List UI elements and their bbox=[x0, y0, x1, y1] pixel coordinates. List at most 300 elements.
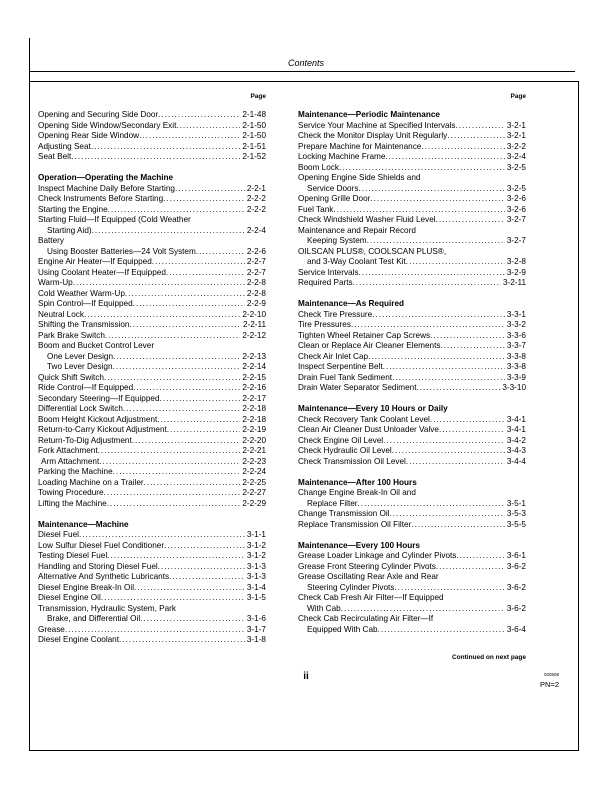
toc-entry-page: 2-2-13 bbox=[242, 351, 266, 361]
toc-entry-title: Secondary Steering—If Equipped bbox=[38, 393, 160, 403]
dot-leader bbox=[436, 562, 505, 573]
toc-entry[interactable] bbox=[298, 341, 526, 352]
toc-entry[interactable] bbox=[298, 373, 526, 384]
toc-entry-page: 2-2-17 bbox=[242, 393, 266, 403]
toc-entry[interactable] bbox=[38, 289, 266, 300]
toc-entry-line[interactable]: Starting Fluid—If Equipped (Cold Weather bbox=[38, 215, 191, 224]
toc-entry[interactable] bbox=[38, 541, 266, 552]
toc-entry-title: Return-to-Carry Kickout Adjustment bbox=[38, 425, 167, 434]
toc-entry[interactable] bbox=[298, 142, 526, 153]
toc-entry-title: Towing Procedure bbox=[38, 488, 104, 497]
toc-entry[interactable] bbox=[38, 625, 266, 636]
toc-entry-page: 2-2-20 bbox=[242, 435, 266, 445]
dot-leader bbox=[406, 257, 505, 268]
toc-entry-page: 3-4-1 bbox=[506, 425, 526, 434]
toc-entry-page: 2-2-11 bbox=[242, 320, 266, 329]
toc-entry[interactable] bbox=[298, 509, 526, 520]
toc-entry-title: Tire Pressures bbox=[298, 320, 351, 329]
toc-entry-page: 2-2-25 bbox=[242, 477, 266, 487]
toc-entry[interactable] bbox=[298, 583, 526, 594]
toc-entry-title: Grease Front Steering Cylinder Pivots bbox=[298, 561, 436, 571]
toc-entry-title: Clean or Replace Air Cleaner Elements bbox=[298, 341, 441, 350]
dot-leader bbox=[158, 110, 240, 121]
toc-entry[interactable] bbox=[38, 467, 266, 478]
toc-entry[interactable] bbox=[38, 247, 266, 258]
toc-entry-page: 3-1-5 bbox=[246, 593, 266, 602]
dot-leader bbox=[113, 467, 241, 478]
toc-entry-page: 3-4-1 bbox=[506, 414, 526, 424]
dot-leader bbox=[129, 320, 240, 331]
toc-entry[interactable] bbox=[38, 488, 266, 499]
toc-entry[interactable] bbox=[298, 236, 526, 247]
toc-entry-line[interactable]: Maintenance and Repair Record bbox=[298, 225, 416, 235]
toc-entry-page: 2-2-9 bbox=[246, 299, 266, 308]
dot-leader bbox=[133, 383, 240, 394]
toc-entry[interactable] bbox=[38, 499, 266, 510]
toc-entry-line[interactable]: Check Cab Fresh Air Filter—If Equipped bbox=[298, 593, 444, 602]
toc-entry[interactable] bbox=[38, 572, 266, 583]
toc-entry-page: 3-1-2 bbox=[246, 551, 266, 560]
dot-leader bbox=[394, 583, 505, 594]
toc-entry-title: Diesel Engine Break-In Oil bbox=[38, 582, 135, 592]
toc-entry-title: Testing Diesel Fuel bbox=[38, 551, 108, 560]
toc-entry-title: Parking the Machine bbox=[38, 467, 113, 476]
dot-leader bbox=[91, 142, 241, 153]
dot-leader bbox=[144, 478, 241, 489]
toc-entry[interactable] bbox=[298, 362, 526, 373]
section-heading: Maintenance—Machine bbox=[38, 519, 129, 529]
dot-leader bbox=[132, 436, 241, 447]
toc-entry[interactable] bbox=[298, 383, 526, 394]
toc-entry[interactable] bbox=[38, 352, 266, 363]
dot-leader bbox=[158, 562, 245, 573]
toc-entry-title: Fuel Tank bbox=[298, 204, 334, 214]
toc-entry-page: 3-2-6 bbox=[506, 204, 526, 214]
toc-entry[interactable] bbox=[298, 625, 526, 636]
toc-entry-title: Locking Machine Frame bbox=[298, 152, 386, 161]
toc-entry-title: Check Transmission Oil Level bbox=[298, 456, 406, 466]
dot-leader bbox=[107, 551, 245, 562]
toc-entry-page: 2-2-15 bbox=[242, 372, 266, 382]
toc-entry[interactable] bbox=[38, 562, 266, 573]
dot-leader bbox=[169, 572, 245, 583]
toc-entry-title: Using Coolant Heater—If Equipped bbox=[38, 267, 166, 277]
toc-entry-page: 2-2-1 bbox=[246, 183, 266, 193]
toc-entry[interactable] bbox=[38, 551, 266, 562]
toc-entry[interactable] bbox=[298, 152, 526, 163]
toc-entry[interactable] bbox=[38, 152, 266, 163]
dot-leader bbox=[358, 184, 504, 195]
toc-entry[interactable] bbox=[38, 425, 266, 436]
section-heading: Operation—Operating the Machine bbox=[38, 173, 174, 182]
toc-entry-page: 3-1-2 bbox=[246, 540, 266, 550]
dot-leader bbox=[372, 310, 505, 321]
toc-entry[interactable] bbox=[298, 562, 526, 573]
toc-entry[interactable] bbox=[298, 131, 526, 142]
dot-leader bbox=[167, 425, 241, 436]
page-title: Contents bbox=[287, 58, 325, 68]
dot-leader bbox=[351, 320, 505, 331]
dot-leader bbox=[358, 499, 505, 510]
toc-entry-title: Brake, and Differential Oil bbox=[47, 614, 141, 623]
toc-entry-page: 2-2-7 bbox=[246, 267, 266, 277]
dot-leader bbox=[160, 394, 241, 405]
toc-entry[interactable] bbox=[298, 446, 526, 457]
toc-entry-page: 2-2-29 bbox=[242, 498, 266, 508]
dot-leader bbox=[163, 194, 245, 205]
toc-entry-title: Drain Water Separator Sediment bbox=[298, 383, 417, 392]
toc-entry-title: One Lever Design bbox=[47, 351, 113, 361]
toc-entry-title: Replace Filter bbox=[307, 498, 358, 508]
toc-entry-page: 3-3-10 bbox=[502, 383, 526, 392]
toc-entry-page: 3-5-1 bbox=[506, 498, 526, 508]
dot-leader bbox=[430, 415, 505, 426]
toc-entry-page: 3-3-1 bbox=[506, 309, 526, 319]
toc-entry[interactable] bbox=[298, 457, 526, 468]
toc-entry-title: Check Hydraulic Oil Level bbox=[298, 446, 392, 455]
toc-entry[interactable] bbox=[298, 425, 526, 436]
section-heading: Maintenance—Every 100 Hours bbox=[298, 540, 420, 550]
dot-leader bbox=[389, 509, 504, 520]
toc-entry-page: 3-2-5 bbox=[506, 183, 526, 193]
toc-entry-page: 2-1-51 bbox=[242, 141, 266, 151]
toc-entry[interactable] bbox=[298, 436, 526, 447]
dot-leader bbox=[133, 299, 245, 310]
toc-entry-title: Shifting the Transmission bbox=[38, 320, 130, 329]
dot-leader bbox=[341, 604, 505, 615]
toc-entry-title: Diesel Fuel bbox=[38, 530, 79, 539]
toc-entry-page: 3-1-7 bbox=[246, 624, 266, 634]
toc-entry[interactable] bbox=[38, 226, 266, 237]
toc-entry[interactable] bbox=[38, 121, 266, 132]
toc-entry[interactable] bbox=[38, 320, 266, 331]
section-heading: Maintenance—Periodic Maintenance bbox=[298, 110, 440, 119]
toc-entry-page: 3-2-5 bbox=[506, 162, 526, 172]
dot-leader bbox=[359, 268, 505, 279]
toc-entry-page: 3-4-4 bbox=[506, 456, 526, 466]
toc-entry-title: Check Instruments Before Starting bbox=[38, 194, 164, 203]
toc-entry-line[interactable]: Opening Engine Side Shields and bbox=[298, 173, 421, 182]
toc-entry[interactable] bbox=[298, 352, 526, 363]
toc-entry-page: 2-1-52 bbox=[242, 152, 266, 161]
dot-leader bbox=[430, 331, 505, 342]
toc-entry-page: 3-2-1 bbox=[506, 120, 526, 130]
dot-leader bbox=[436, 215, 505, 226]
toc-entry[interactable] bbox=[38, 110, 266, 121]
toc-entry[interactable] bbox=[298, 331, 526, 342]
toc-entry-page: 3-5-5 bbox=[506, 519, 526, 529]
toc-entry-page: 2-2-2 bbox=[246, 204, 266, 214]
toc-entry[interactable] bbox=[298, 415, 526, 426]
dot-leader bbox=[370, 194, 505, 205]
toc-entry-title: Change Transmission Oil bbox=[298, 509, 390, 518]
toc-entry-line[interactable]: OILSCAN PLUS®, COOLSCAN PLUS®, bbox=[298, 246, 447, 256]
dot-leader bbox=[79, 530, 245, 541]
toc-entry-page: 2-2-24 bbox=[242, 467, 266, 476]
toc-entry-title: Spin Control—If Equipped bbox=[38, 299, 133, 308]
toc-entry[interactable] bbox=[38, 593, 266, 604]
toc-entry-line[interactable]: Grease Oscillating Rear Axle and Rear bbox=[298, 572, 439, 581]
toc-entry[interactable] bbox=[298, 604, 526, 615]
toc-entry-title: Handling and Storing Diesel Fuel bbox=[38, 561, 158, 571]
toc-entry-title: Lifting the Machine bbox=[38, 498, 107, 508]
toc-entry-page: 2-1-48 bbox=[242, 110, 266, 119]
toc-entry-page: 3-4-3 bbox=[506, 446, 526, 455]
toc-entry-title: Diesel Engine Coolant bbox=[38, 635, 120, 644]
toc-entry-page: 2-2-10 bbox=[242, 309, 266, 319]
toc-entry-title: Quick Shift Switch bbox=[38, 372, 104, 382]
toc-entry-title: Service Intervals bbox=[298, 267, 359, 277]
dot-leader bbox=[421, 142, 505, 153]
toc-entry[interactable] bbox=[38, 362, 266, 373]
toc-entry[interactable] bbox=[298, 551, 526, 562]
toc-entry[interactable] bbox=[38, 404, 266, 415]
dot-leader bbox=[123, 404, 240, 415]
dot-leader bbox=[456, 551, 504, 562]
toc-entry-title: Warm-Up bbox=[38, 278, 73, 287]
dot-leader bbox=[157, 415, 240, 426]
toc-entry[interactable] bbox=[38, 268, 266, 279]
toc-entry-page: 2-2-16 bbox=[242, 383, 266, 392]
toc-entry[interactable] bbox=[298, 205, 526, 216]
dot-leader bbox=[113, 362, 241, 373]
toc-entry[interactable] bbox=[298, 215, 526, 226]
toc-entry-page: 3-2-7 bbox=[506, 236, 526, 245]
toc-entry[interactable] bbox=[38, 299, 266, 310]
dot-leader bbox=[378, 625, 505, 636]
toc-entry[interactable] bbox=[298, 163, 526, 174]
toc-entry-title: Engine Air Heater—If Equipped bbox=[38, 257, 152, 266]
pn-label: PN=2 bbox=[540, 680, 559, 689]
dot-leader bbox=[439, 425, 505, 436]
document-code: 020508 bbox=[543, 672, 559, 677]
dot-leader bbox=[119, 635, 245, 646]
dot-leader bbox=[367, 236, 505, 247]
toc-entry-title: Prepare Machine for Maintenance bbox=[298, 141, 422, 151]
toc-entry[interactable] bbox=[38, 142, 266, 153]
toc-entry-page: 3-3-2 bbox=[506, 320, 526, 329]
page-column-label: Page bbox=[510, 93, 526, 100]
toc-entry-page: 3-6-2 bbox=[506, 561, 526, 571]
dot-leader bbox=[73, 278, 245, 289]
toc-entry-title: Using Booster Batteries—24 Volt System bbox=[47, 246, 196, 256]
dot-leader bbox=[113, 352, 240, 363]
toc-entry[interactable] bbox=[38, 278, 266, 289]
toc-entry-title: Starting the Engine bbox=[38, 204, 108, 214]
toc-entry-title: Fork Attachment bbox=[38, 446, 98, 455]
dot-leader bbox=[108, 205, 245, 216]
dot-leader bbox=[353, 278, 501, 289]
toc-entry-page: 3-3-8 bbox=[506, 351, 526, 361]
toc-entry-line[interactable]: Check Cab Recirculating Air Filter—If bbox=[298, 614, 434, 623]
toc-entry-title: Opening Grille Door bbox=[298, 194, 371, 203]
toc-entry[interactable] bbox=[298, 310, 526, 321]
toc-entry[interactable] bbox=[38, 331, 266, 342]
dot-leader bbox=[392, 373, 505, 384]
dot-leader bbox=[98, 446, 241, 457]
toc-entry[interactable] bbox=[38, 436, 266, 447]
toc-entry-page: 2-2-8 bbox=[246, 278, 266, 287]
dot-leader bbox=[134, 583, 245, 594]
toc-entry-page: 3-2-1 bbox=[506, 131, 526, 140]
toc-entry-page: 3-6-2 bbox=[506, 603, 526, 613]
toc-entry-page: 3-1-1 bbox=[246, 530, 266, 539]
toc-entry-page: 3-2-7 bbox=[506, 215, 526, 224]
toc-entry-title: Check the Monitor Display Unit Regularly bbox=[298, 131, 448, 140]
toc-entry-title: Check Windshield Washer Fluid Level bbox=[298, 215, 436, 224]
toc-entry-title: Boom Height Kickout Adjustment bbox=[38, 414, 158, 424]
toc-entry-title: Check Recovery Tank Coolant Level bbox=[298, 414, 430, 424]
toc-entry-page: 2-2-18 bbox=[242, 414, 266, 424]
dot-leader bbox=[383, 362, 505, 373]
toc-entry[interactable] bbox=[298, 121, 526, 132]
toc-entry-page: 3-4-2 bbox=[506, 435, 526, 445]
toc-entry[interactable] bbox=[38, 457, 266, 468]
toc-entry-page: 2-2-14 bbox=[242, 362, 266, 371]
toc-entry-title: Clean Air Cleaner Dust Unloader Valve bbox=[298, 425, 439, 434]
dot-leader bbox=[440, 341, 504, 352]
toc-entry-page: 3-2-11 bbox=[502, 278, 526, 287]
toc-entry-page: 3-2-6 bbox=[506, 194, 526, 203]
toc-entry[interactable] bbox=[298, 499, 526, 510]
toc-entry-page: 3-2-4 bbox=[506, 152, 526, 161]
toc-entry-line[interactable]: Battery bbox=[38, 236, 64, 245]
toc-entry-page: 3-6-1 bbox=[506, 551, 526, 560]
toc-entry-title: Steering Cylinder Pivots bbox=[307, 582, 395, 592]
toc-entry[interactable] bbox=[298, 257, 526, 268]
dot-leader bbox=[166, 268, 245, 279]
continued-note: Continued on next page bbox=[451, 654, 526, 661]
toc-entry[interactable] bbox=[38, 530, 266, 541]
toc-entry[interactable] bbox=[38, 614, 266, 625]
section-heading: Maintenance—After 100 Hours bbox=[298, 477, 417, 487]
toc-entry-page: 3-1-8 bbox=[246, 635, 266, 644]
toc-entry-page: 3-3-7 bbox=[506, 341, 526, 350]
toc-entry[interactable] bbox=[38, 383, 266, 394]
toc-entry[interactable] bbox=[38, 373, 266, 384]
toc-entry-page: 2-2-4 bbox=[246, 225, 266, 235]
toc-entry-title: Seat Belt bbox=[38, 152, 72, 161]
toc-entry[interactable] bbox=[38, 478, 266, 489]
toc-entry-page: 2-2-7 bbox=[246, 257, 266, 266]
toc-entry[interactable] bbox=[38, 205, 266, 216]
toc-entry-title: Keeping System bbox=[307, 236, 367, 245]
toc-entry[interactable] bbox=[298, 184, 526, 195]
toc-entry-title: Differential Lock Switch bbox=[38, 404, 123, 413]
toc-entry[interactable] bbox=[38, 583, 266, 594]
toc-entry[interactable] bbox=[298, 520, 526, 531]
dot-leader bbox=[152, 257, 245, 268]
dot-leader bbox=[447, 131, 505, 142]
toc-entry-page: 2-2-21 bbox=[242, 446, 266, 455]
toc-entry[interactable] bbox=[298, 278, 526, 289]
toc-entry-title: Return-To-Dig Adjustment bbox=[38, 435, 132, 445]
toc-entry[interactable] bbox=[38, 446, 266, 457]
toc-entry-title: Drain Fuel Tank Sediment bbox=[298, 372, 393, 382]
toc-entry[interactable] bbox=[38, 415, 266, 426]
toc-entry-page: 3-6-2 bbox=[506, 582, 526, 592]
dot-leader bbox=[176, 121, 240, 132]
toc-entry-page: 2-2-8 bbox=[246, 288, 266, 298]
section-heading: Maintenance—Every 10 Hours or Daily bbox=[298, 404, 448, 413]
dot-leader bbox=[107, 499, 241, 510]
toc-entry-line[interactable]: Boom and Bucket Control Lever bbox=[38, 341, 155, 350]
toc-entry-page: 3-3-8 bbox=[506, 362, 526, 371]
toc-entry-title: Neutral Lock bbox=[38, 309, 84, 319]
toc-entry-page: 2-1-50 bbox=[242, 131, 266, 140]
toc-entry-title: With Cab bbox=[307, 603, 341, 613]
toc-entry[interactable] bbox=[38, 310, 266, 321]
toc-entry[interactable] bbox=[38, 394, 266, 405]
toc-entry-title: Adjusting Seat bbox=[38, 141, 91, 151]
toc-entry-title: Check Air Inlet Cap bbox=[298, 351, 369, 361]
toc-entry-title: Grease Loader Linkage and Cylinder Pivots bbox=[298, 551, 457, 560]
toc-entry[interactable] bbox=[38, 257, 266, 268]
dot-leader bbox=[92, 226, 245, 237]
toc-entry-title: Replace Transmission Oil Filter bbox=[298, 519, 412, 529]
toc-entry-title: and 3-Way Coolant Test Kit bbox=[307, 257, 406, 266]
toc-entry[interactable] bbox=[298, 194, 526, 205]
toc-entry-page: 3-1-3 bbox=[246, 561, 266, 571]
toc-entry-page: 3-1-4 bbox=[246, 582, 266, 592]
dot-leader bbox=[71, 152, 240, 163]
dot-leader bbox=[104, 488, 241, 499]
dot-leader bbox=[84, 310, 240, 321]
dot-leader bbox=[140, 614, 245, 625]
toc-entry-page: 3-6-4 bbox=[506, 624, 526, 634]
page-number: ii bbox=[303, 671, 309, 682]
toc-entry-title: Ride Control—If Equipped bbox=[38, 383, 134, 392]
dot-leader bbox=[99, 457, 240, 468]
dot-leader bbox=[175, 184, 245, 195]
toc-entry-title: Arm Attachment bbox=[41, 456, 100, 466]
toc-entry-page: 3-5-3 bbox=[506, 509, 526, 518]
toc-entry[interactable] bbox=[38, 184, 266, 195]
toc-entry-page: 3-1-6 bbox=[246, 614, 266, 623]
toc-entry-line[interactable]: Transmission, Hydraulic System, Park bbox=[38, 603, 177, 613]
toc-entry-title: Opening and Securing Side Door bbox=[38, 110, 159, 119]
dot-leader bbox=[411, 520, 505, 531]
toc-entry-page: 2-2-18 bbox=[242, 404, 266, 413]
toc-entry-page: 2-2-2 bbox=[246, 194, 266, 203]
dot-leader bbox=[392, 446, 505, 457]
toc-entry-title: Loading Machine on a Trailer bbox=[38, 477, 144, 487]
toc-entry[interactable] bbox=[298, 320, 526, 331]
toc-entry[interactable] bbox=[298, 268, 526, 279]
toc-entry-title: Starting Aid) bbox=[47, 225, 92, 235]
toc-entry-page: 3-3-6 bbox=[506, 330, 526, 340]
dot-leader bbox=[333, 205, 505, 216]
toc-entry-title: Opening Rear Side Window bbox=[38, 131, 140, 140]
dot-leader bbox=[164, 541, 245, 552]
toc-entry-page: 2-1-50 bbox=[242, 120, 266, 130]
dot-leader bbox=[104, 373, 240, 384]
toc-entry-title: Boom Lock bbox=[298, 162, 339, 172]
header-rule bbox=[29, 71, 575, 72]
toc-entry-title: Diesel Engine Oil bbox=[38, 593, 101, 602]
dot-leader bbox=[101, 593, 245, 604]
toc-entry-title: Service Your Machine at Specified Intervals bbox=[298, 120, 456, 130]
toc-entry[interactable] bbox=[38, 635, 266, 646]
toc-entry-page: 2-2-27 bbox=[242, 488, 266, 497]
dot-leader bbox=[455, 121, 504, 132]
toc-entry-line[interactable]: Change Engine Break-In Oil and bbox=[298, 488, 416, 497]
toc-entry[interactable] bbox=[38, 194, 266, 205]
toc-entry-title: Check Engine Oil Level bbox=[298, 435, 384, 445]
toc-entry[interactable] bbox=[38, 131, 266, 142]
dot-leader bbox=[139, 131, 240, 142]
toc-entry-page: 3-3-9 bbox=[506, 372, 526, 382]
